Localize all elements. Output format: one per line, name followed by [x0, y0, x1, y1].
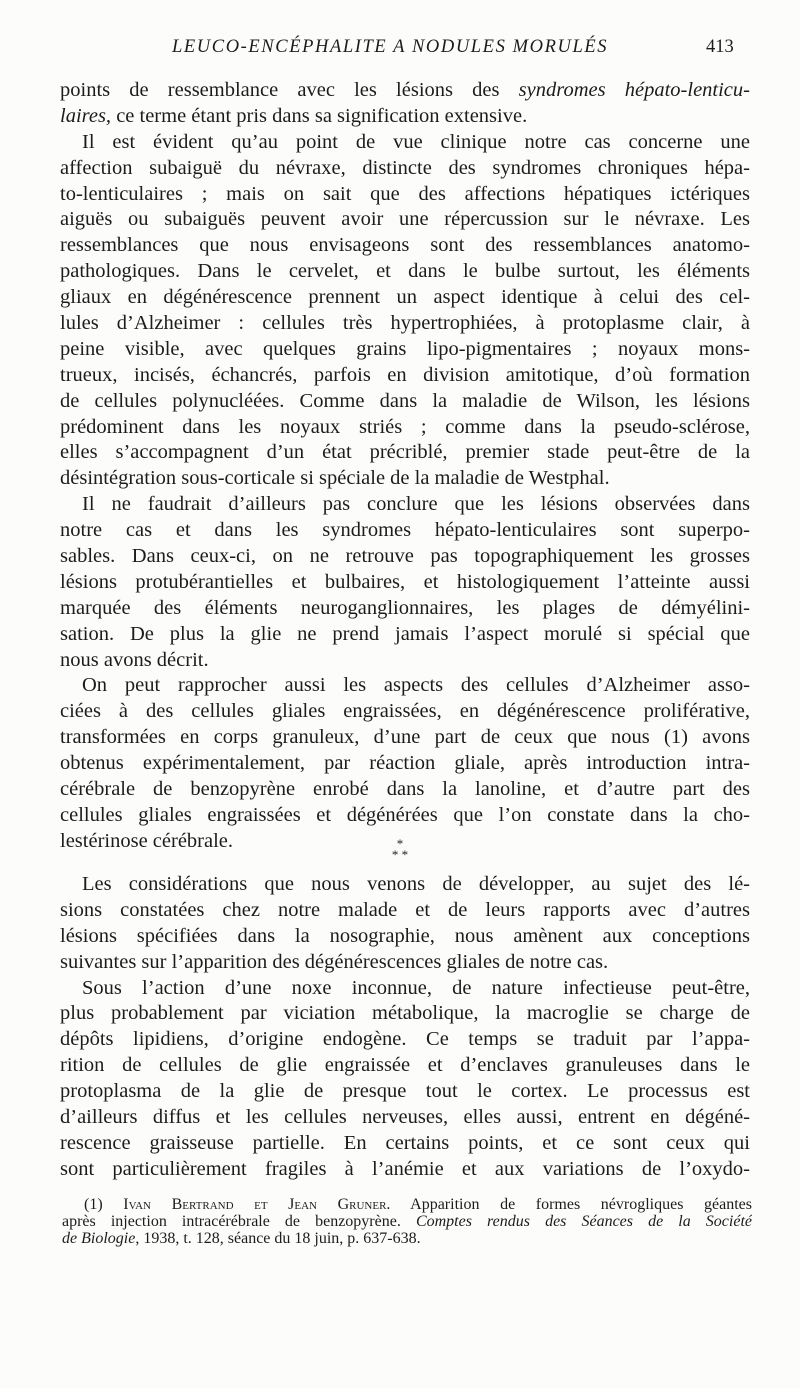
text-line: lésions spécifiées dans la nosographie, nous amènent aux conceptions [60, 924, 750, 947]
footnote-marker: (1) [84, 1196, 103, 1213]
text-line: lestérinose cérébrale. [60, 829, 234, 852]
text-line: rescence graisseuse partielle. En certains points, et ce sont ceux qui [60, 1131, 750, 1154]
text-line: peine visible, avec quelques grains lipo-pigmentaires ; noyaux mons- [60, 337, 750, 360]
text-line: Les considérations que nous venons de développer, au sujet des lé- [82, 873, 750, 895]
text-line: lésions protubérantielles et bulbaires, et histologiquement l’atteinte aussi [60, 570, 750, 593]
running-header [0, 37, 800, 67]
text-line: laires, ce terme étant pris dans sa signification extensive. [60, 104, 528, 127]
text-line: suivantes sur l’apparition des dégénérescences gliales de notre cas. [60, 950, 609, 973]
text-line: aiguës ou subaiguës peuvent avoir une répercussion sur le névraxe. Les [60, 208, 750, 231]
text-line: Il est évident qu’au point de vue clinique notre cas concerne une [82, 130, 750, 153]
text-line: affection subaiguë du névraxe, distincte des syndromes chroniques hépa- [60, 156, 750, 179]
text-line: sont particulièrement fragiles à l’anémie et aux variations de l’oxydo- [60, 1157, 750, 1180]
text-line: Sous l’action d’une noxe inconnue, de nature infectieuse peut-être, [82, 976, 750, 999]
text-line: transformées en corps granuleux, d’une part de ceux que nous (1) avons [60, 726, 750, 749]
text-line: obtenus expérimentalement, par réaction gliale, après introduction intra- [60, 752, 750, 775]
text-line: désintégration sous-corticale si spéciale de la maladie de Westphal. [60, 467, 610, 490]
text-line: sables. Dans ceux-ci, on ne retrouve pas topographiquement les grosses [60, 545, 750, 568]
text-line: rition de cellules de glie engraissée et d’enclaves granuleuses dans le [60, 1054, 750, 1077]
asterism-bottom: * * [391, 847, 409, 862]
text-line: gliaux en dégénérescence prennent un aspect identique à celui des cel- [60, 286, 750, 309]
text-line: elles s’accompagnent d’un état précriblé, premier stade peut-être de la [60, 441, 750, 464]
section-asterism [0, 838, 800, 860]
body-text-part1 [60, 78, 750, 855]
footnote-line: (1) Ivan Bertrand et Jean Gruner. Apparition de formes névrogliques géantes [84, 1196, 752, 1213]
text-line: sions constatées chez notre malade et de leurs rapports avec d’autres [60, 898, 750, 921]
text-line: nous avons décrit. [60, 648, 209, 671]
text-line: to-lenticulaires ; mais on sait que des affections hépatiques ictériques [60, 182, 750, 205]
text-line: notre cas et dans les syndromes hépato-lenticulaires sont superpo- [60, 519, 750, 542]
body-text-part2 [60, 872, 750, 1183]
asterism-top: * [396, 836, 404, 851]
footnote-authors: Ivan Bertrand et Jean Gruner. [123, 1196, 391, 1213]
text-line: points de ressemblance avec les lésions des syndromes hépato-lenticu- [60, 79, 750, 101]
text-line: trueux, incisés, échancrés, parfois en division amitotique, d’où formation [60, 363, 750, 386]
text-line: cérébrale de benzopyrène enrobé dans la lanoline, et d’autre part des [60, 778, 750, 801]
text-line: d’ailleurs diffus et les cellules nerveuses, elles aussi, entrent en dégéné- [60, 1106, 750, 1129]
text-line: protoplasma de la glie de presque tout le cortex. Le processus est [60, 1080, 750, 1103]
text-line: prédominent dans les noyaux striés ; comme dans la pseudo-sclérose, [60, 415, 750, 438]
text-line: plus probablement par viciation métabolique, la macroglie se charge de [60, 1002, 750, 1025]
text-line: pathologiques. Dans le cervelet, et dans le bulbe surtout, les éléments [60, 260, 750, 283]
text-line: cellules gliales engraissées et dégénérées que l’on constate dans la cho- [60, 803, 750, 826]
running-title: LEUCO-ENCÉPHALITE A NODULES MORULÉS [172, 37, 609, 57]
footnote-line: de Biologie, 1938, t. 128, séance du 18 juin, p. 637-638. [62, 1230, 421, 1247]
text-line: On peut rapprocher aussi les aspects des cellules d’Alzheimer asso- [82, 674, 750, 697]
page-number: 413 [706, 37, 734, 57]
text-line: ressemblances que nous envisageons sont des ressemblances anatomo- [60, 234, 750, 257]
text-line: sation. De plus la glie ne prend jamais l’aspect morulé si spécial que [60, 622, 750, 645]
footnote [62, 1196, 752, 1247]
text-line: dépôts lipidiens, d’origine endogène. Ce temps se traduit par l’appa- [60, 1028, 750, 1051]
text-line: lules d’Alzheimer : cellules très hypertrophiées, à protoplasme clair, à [60, 312, 750, 335]
text-line: Il ne faudrait d’ailleurs pas conclure que les lésions observées dans [82, 493, 750, 516]
text-line: ciées à des cellules gliales engraissées, en dégénérescence proliférative, [60, 700, 750, 723]
footnote-line: après injection intracérébrale de benzopyrène. Comptes rendus des Séances de la Société [62, 1213, 752, 1230]
text-line: de cellules polynucléées. Comme dans la maladie de Wilson, les lésions [60, 389, 750, 412]
text-line: marquée des éléments neuroganglionnaires, les plages de démyélini- [60, 596, 750, 619]
